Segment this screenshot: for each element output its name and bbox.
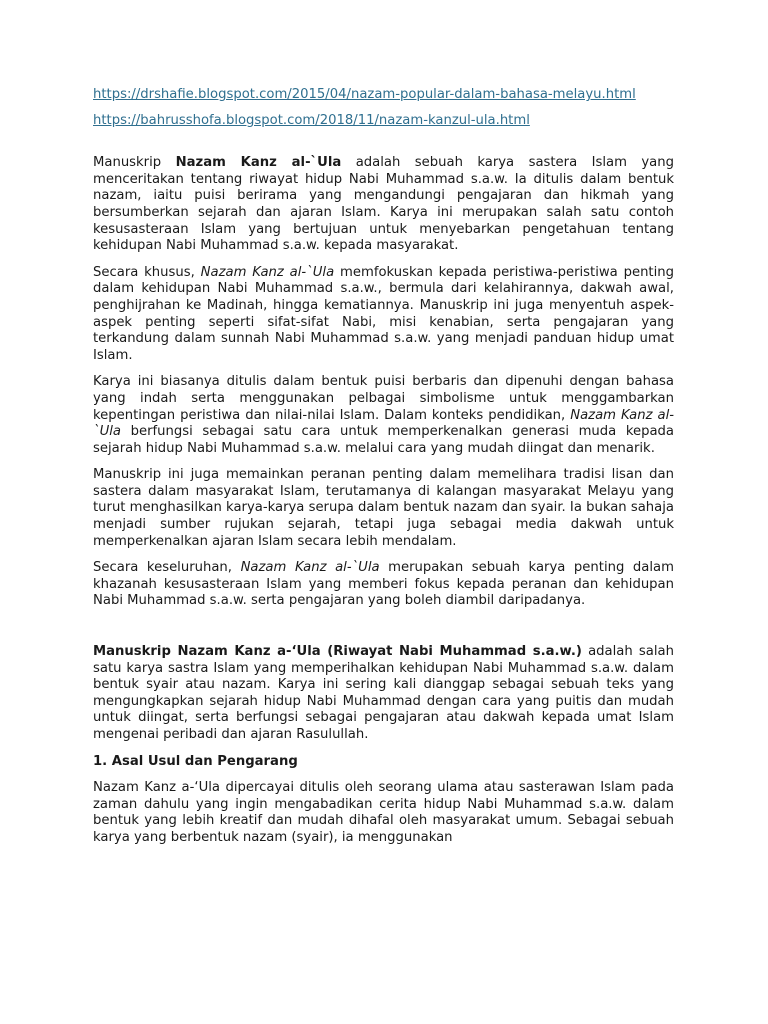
- bold-title: Manuskrip Nazam Kanz a-‘Ula (Riwayat Nabi Muhammad s.a.w.): [93, 644, 582, 660]
- paragraph-text: adalah sebuah karya sastera Islam yang menceritakan tentang riwayat hidup Nabi Muhammad s.a.w. Ia ditulis dalam bentuk nazam, iaitu puisi berirama yang mengandungi pengajaran dan hikmah yang bersumberkan sejarah dan ajaran Islam. Karya ini merupakan salah satu contoh kesusasteraan Islam yang bertujuan untuk menyebarkan pengetahuan tentang kehidupan Nabi Muhammad s.a.w. kepada masyarakat.: [93, 155, 674, 254]
- paragraph-4: [93, 467, 674, 550]
- reference-link-1[interactable]: https://drshafie.blogspot.com/2015/04/nazam-popular-dalam-bahasa-melayu.html: [93, 87, 636, 102]
- paragraph-7: [93, 780, 674, 846]
- paragraph-text: berfungsi sebagai satu cara untuk memperkenalkan generasi muda kepada sejarah hidup Nabi Muhammad s.a.w. melalui cara yang mudah diingat dan menarik.: [93, 424, 674, 456]
- paragraph-text: merupakan sebuah karya penting dalam khazanah kesusasteraan Islam yang memberi fokus kepada peranan dan kehidupan Nabi Muhammad s.a.w. serta pengajaran yang boleh diambil daripadanya.: [93, 560, 674, 609]
- paragraph-text: Secara keseluruhan,: [93, 560, 241, 576]
- blank-space: [93, 129, 674, 155]
- paragraph-1: [93, 155, 674, 255]
- document-page: [93, 87, 674, 857]
- italic-title: Nazam Kanz al-`Ula: [93, 407, 674, 440]
- italic-title: Nazam Kanz al-`Ula: [240, 560, 380, 576]
- section-heading: 1. Asal Usul dan Pengarang: [93, 753, 298, 769]
- paragraph-2: [93, 265, 674, 365]
- paragraph-text: memfokuskan kepada peristiwa-peristiwa penting dalam kehidupan Nabi Muhammad s.a.w., bermula dari kelahirannya, dakwah awal, penghijrahan ke Madinah, hingga kematiannya. Manuskrip ini juga menyentuh aspek-aspek penting seperti sifat-sifat Nabi, misi kenabian, serta pengajaran yang terkandung dalam sunnah Nabi Muhammad s.a.w. yang menjadi panduan hidup umat Islam.: [93, 264, 674, 363]
- paragraph-text: Manuskrip: [93, 155, 176, 171]
- paragraph-text: adalah salah satu karya sastra Islam yang memperihalkan kehidupan Nabi Muhammad s.a.w. dalam bentuk syair atau nazam. Karya ini sering kali dianggap sebagai sebuah teks yang mengungkapkan sejarah hidup Nabi Muhammad dengan cara yang puitis dan mudah untuk diingat, serta berfungsi sebagai pengajaran atau dakwah kepada umat Islam mengenai peribadi dan ajaran Rasulullah.: [93, 644, 674, 742]
- paragraph-text: Manuskrip ini juga memainkan peranan penting dalam memelihara tradisi lisan dan sastera dalam masyarakat Islam, terutamanya di kalangan masyarakat Melayu yang turut menghasilkan karya-karya serupa dalam bentuk nazam dan syair. Ia bukan sahaja menjadi sumber rujukan sejarah, tetapi juga sebagai media dakwah untuk memperkenalkan ajaran Islam secara lebih mendalam.: [93, 467, 674, 549]
- reference-link-2[interactable]: https://bahrusshofa.blogspot.com/2018/11/nazam-kanzul-ula.html: [93, 112, 530, 128]
- paragraph-6: [93, 644, 674, 744]
- bold-title: Nazam Kanz al-`Ula: [175, 155, 342, 171]
- blank-space: [93, 620, 674, 644]
- paragraph-3: [93, 374, 674, 457]
- paragraph-5: [93, 560, 674, 610]
- paragraph-text: Secara khusus,: [93, 264, 201, 280]
- paragraph-text: Karya ini biasanya ditulis dalam bentuk puisi berbaris dan dipenuhi dengan bahasa yang indah serta menggunakan pelbagai simbolisme untuk menggambarkan kepentingan peristiwa dan nilai-nilai Islam. Dalam konteks pendidikan,: [93, 374, 674, 423]
- italic-title: Nazam Kanz al-`Ula: [200, 264, 335, 280]
- reference-links: [93, 87, 674, 129]
- paragraph-text: Nazam Kanz a-‘Ula dipercayai ditulis oleh seorang ulama atau sasterawan Islam pada zaman dahulu yang ingin mengabadikan cerita hidup Nabi Muhammad s.a.w. dalam bentuk yang lebih kreatif dan mudah dihafal oleh masyarakat umum. Sebagai sebuah karya yang berbentuk nazam (syair), ia menggunakan: [93, 780, 674, 845]
